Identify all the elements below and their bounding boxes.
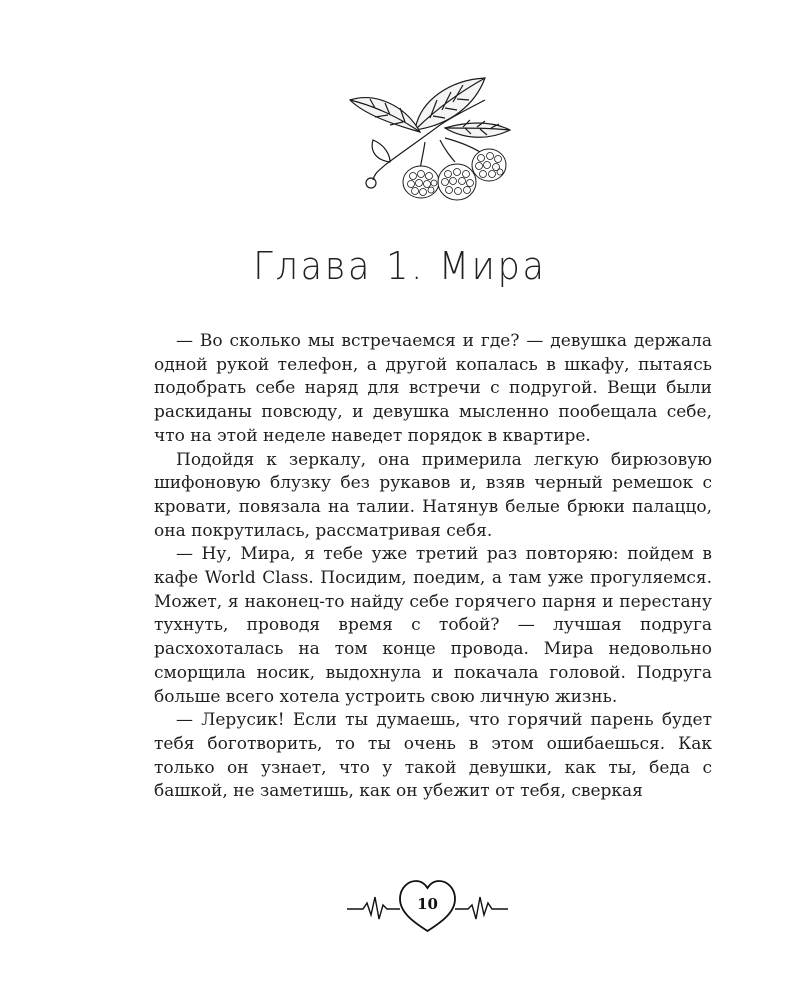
paragraph: — Ну, Мира, я тебе уже третий раз повторяю: пойдем в кафе World Class. Посидим, поедим, а там уже прогуляемся. Может, я наконец-то найду себе горячего парня и перестану тухнуть, проводя время с тобой? — лучшая подруга расхохоталась на том конце провода. Мира недовольно сморщила носик, выдохнула и покачала головой. Подруга больше всего хотела устроить свою личную жизнь. — [154, 544, 712, 707]
page-number: 10 — [417, 895, 438, 913]
chapter-body — [154, 330, 712, 804]
paragraph: Подойдя к зеркалу, она примерила легкую бирюзовую шифоновую блузку без рукавов и, взяв черный ремешок с кровати, повязала на талии. Натянув белые брюки палаццо, она покрутилась, рассматривая себя. — [154, 449, 712, 541]
paragraph: — Лерусик! Если ты думаешь, что горячий парень будет тебя боготворить, то ты очень в этом ошибаешься. Как только он узнает, что у такой девушки, как ты, беда с башкой, не заметишь, как он убежит от тебя, сверкая — [154, 710, 712, 802]
paragraph: — Во сколько мы встречаемся и где? — девушка держала одной рукой телефон, а другой копалась в шкафу, пытаясь подобрать себе наряд для встречи с подругой. Вещи были раскиданы повсюду, и девушка мысленно пообещала себе, что на этой неделе наведет порядок в квартире. — [154, 331, 712, 446]
chapter-title: Глава 1. Мира — [253, 244, 547, 288]
page-footer — [345, 875, 510, 935]
raspberry-branch-icon — [345, 70, 520, 210]
